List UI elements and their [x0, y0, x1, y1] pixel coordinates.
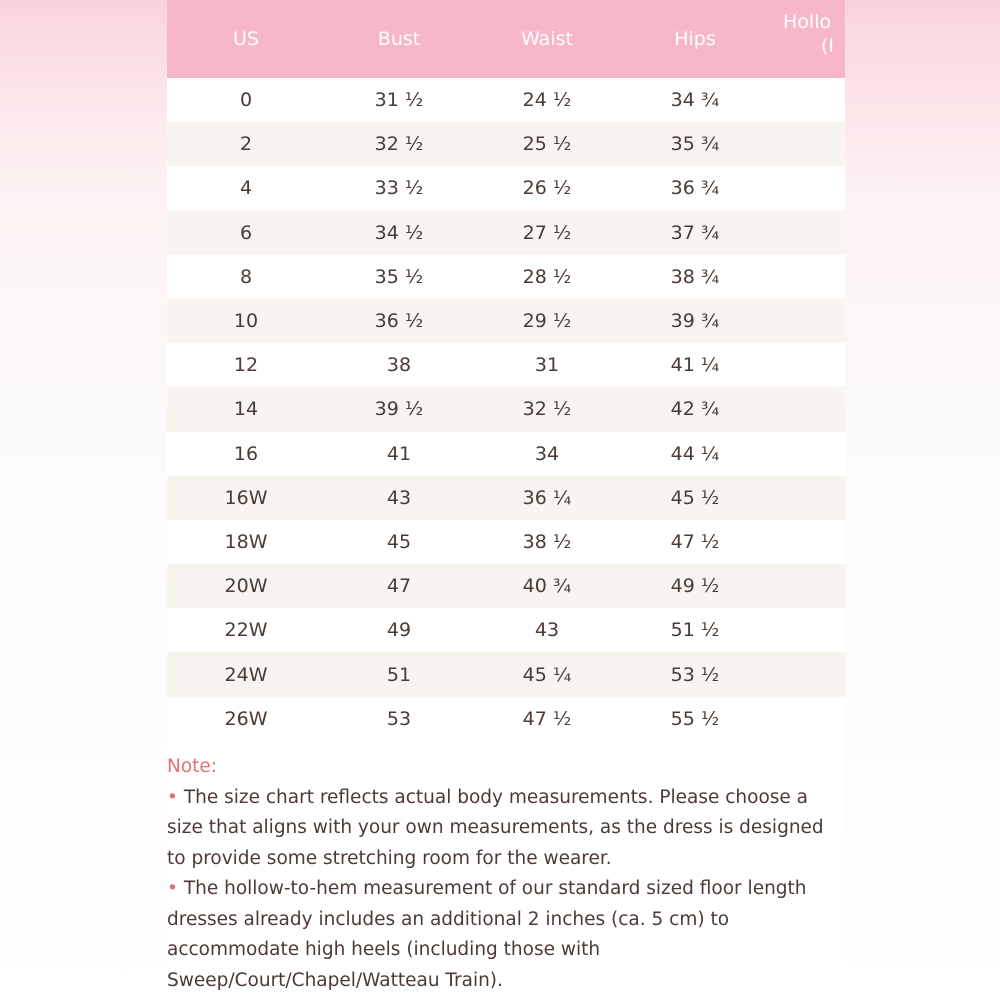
table-header [167, 0, 845, 78]
cell-hollow [769, 564, 845, 608]
cell-hips: 47 ½ [670, 530, 720, 553]
size-chart-sheet [167, 0, 845, 1000]
cell-bust: 38 [386, 354, 412, 377]
cell-us: 24W [167, 652, 325, 696]
cell-waist: 31 [534, 354, 560, 377]
table-body [167, 78, 845, 741]
cell-hollow [769, 608, 845, 652]
note-bullet-text: The size chart reflects actual body measurements. Please choose a size that aligns with your own measurements, as the dress is designed to provide some stretching room for the wearer. [167, 786, 824, 869]
table-row [167, 343, 845, 387]
cell-bust: 51 [325, 652, 473, 696]
cell-bust: 53 [386, 707, 412, 730]
cell-us: 12 [233, 354, 259, 377]
cell-us: 10 [167, 299, 325, 343]
cell-hollow [769, 387, 845, 431]
table-row [167, 476, 845, 520]
table-row [167, 78, 845, 122]
cell-bust: 45 [386, 530, 412, 553]
cell-us: 14 [167, 387, 325, 431]
cell-waist: 26 ½ [522, 177, 572, 200]
header-hollow-line2: (I [821, 35, 835, 57]
cell-hips: 51 ½ [670, 619, 720, 642]
cell-hips: 39 ¾ [621, 299, 769, 343]
note-bullet-text: The hollow-to-hem measurement of our standard sized floor length dresses already includes an additional 2 inches (ca. 5 cm) to accommodate high heels (including those with Sweep/Court/Chapel/Watteau Train). [167, 878, 807, 991]
header-hollow [769, 0, 845, 78]
cell-waist: 47 ½ [522, 707, 572, 730]
bullet-icon: • [167, 878, 178, 899]
cell-us: 20W [167, 564, 325, 608]
table-row [167, 697, 845, 741]
header-hips: Hips [621, 0, 769, 78]
cell-bust: 41 [386, 442, 412, 465]
cell-hollow [769, 520, 845, 564]
cell-hollow [769, 697, 845, 741]
table-row [167, 432, 845, 476]
table-row [167, 166, 845, 210]
cell-bust: 39 ½ [325, 387, 473, 431]
cell-hips: 41 ¼ [670, 354, 720, 377]
cell-waist: 38 ½ [522, 530, 572, 553]
cell-waist: 36 ¼ [473, 476, 621, 520]
cell-hollow [769, 476, 845, 520]
note-bullet-2 [167, 874, 845, 996]
cell-hips: 53 ½ [621, 652, 769, 696]
cell-bust: 33 ½ [374, 177, 424, 200]
cell-hollow [769, 78, 845, 122]
cell-hips: 49 ½ [621, 564, 769, 608]
cell-hollow [769, 166, 845, 210]
table-row [167, 299, 845, 343]
cell-bust: 34 ½ [325, 211, 473, 255]
table-row [167, 211, 845, 255]
cell-us: 22W [224, 619, 268, 642]
cell-waist: 24 ½ [522, 89, 572, 112]
cell-hollow [769, 211, 845, 255]
cell-waist: 27 ½ [473, 211, 621, 255]
cell-bust: 47 [325, 564, 473, 608]
cell-waist: 34 [534, 442, 560, 465]
header-us: US [167, 0, 325, 78]
cell-bust: 35 ½ [374, 265, 424, 288]
note-bullet-1 [167, 783, 845, 875]
background-blur-right [845, 0, 1000, 1000]
cell-bust: 49 [386, 619, 412, 642]
cell-us: 8 [239, 265, 253, 288]
table-row [167, 255, 845, 299]
cell-bust: 31 ½ [374, 89, 424, 112]
size-chart-table [167, 0, 845, 741]
cell-us: 16W [167, 476, 325, 520]
cell-hips: 36 ¾ [670, 177, 720, 200]
cell-hips: 45 ½ [621, 476, 769, 520]
cell-hollow [769, 255, 845, 299]
cell-hollow [769, 432, 845, 476]
cell-waist: 29 ½ [473, 299, 621, 343]
cell-hips: 37 ¾ [621, 211, 769, 255]
bullet-icon: • [167, 786, 178, 808]
cell-waist: 40 ¾ [473, 564, 621, 608]
cell-hips: 42 ¾ [621, 387, 769, 431]
note-title: Note: [167, 756, 218, 777]
cell-us: 26W [224, 707, 268, 730]
cell-waist: 43 [534, 619, 560, 642]
cell-waist: 28 ½ [522, 265, 572, 288]
table-row [167, 122, 845, 166]
cell-us: 6 [167, 211, 325, 255]
cell-waist: 32 ½ [473, 387, 621, 431]
cell-us: 2 [167, 122, 325, 166]
cell-hips: 55 ½ [670, 707, 720, 730]
table-row [167, 387, 845, 431]
cell-us: 0 [239, 89, 253, 112]
background-blur-left [0, 0, 167, 1000]
cell-waist: 45 ¼ [473, 652, 621, 696]
header-bust: Bust [325, 0, 473, 78]
header-hollow-line1: Hollo [783, 11, 832, 33]
cell-hollow [769, 343, 845, 387]
cell-hollow [769, 299, 845, 343]
cell-hips: 38 ¾ [670, 265, 720, 288]
cell-bust: 32 ½ [325, 122, 473, 166]
header-waist: Waist [473, 0, 621, 78]
cell-hips: 44 ¼ [670, 442, 720, 465]
note-section [167, 752, 845, 996]
cell-bust: 36 ½ [325, 299, 473, 343]
cell-waist: 25 ½ [473, 122, 621, 166]
cell-hollow [769, 652, 845, 696]
cell-hips: 34 ¾ [670, 89, 720, 112]
cell-hollow [769, 122, 845, 166]
table-row [167, 652, 845, 696]
cell-us: 16 [233, 442, 259, 465]
cell-us: 4 [239, 177, 253, 200]
table-row [167, 608, 845, 652]
cell-us: 18W [224, 530, 268, 553]
cell-bust: 43 [325, 476, 473, 520]
table-row [167, 520, 845, 564]
cell-hips: 35 ¾ [621, 122, 769, 166]
header-row [167, 0, 845, 78]
table-row [167, 564, 845, 608]
